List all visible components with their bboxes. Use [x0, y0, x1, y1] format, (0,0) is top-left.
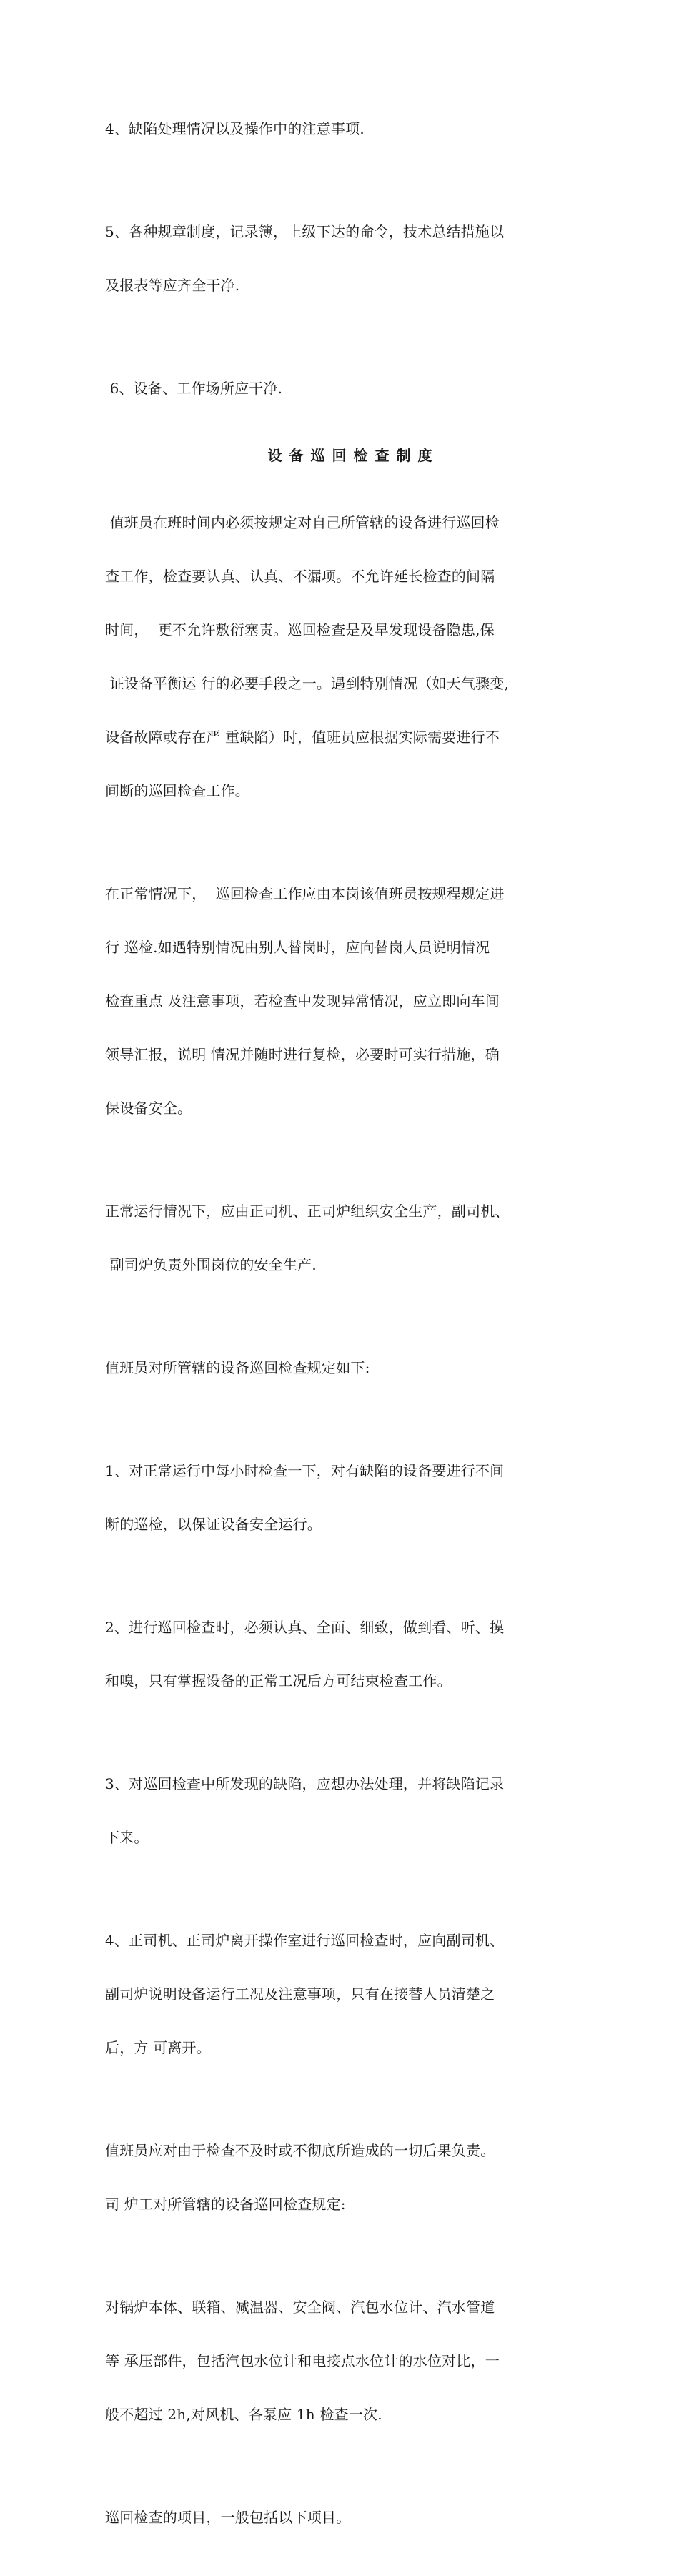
text-line: 副司炉说明设备运行工况及注意事项，只有在接替人员清楚之	[105, 1985, 495, 2003]
text-line: 值班员对所管辖的设备巡回检查规定如下:	[105, 1359, 370, 1376]
text-line: 设备故障或存在严 重缺陷）时，值班员应根据实际需要进行不	[105, 729, 500, 746]
text-line: 6、设备、工作场所应干净.	[105, 380, 283, 397]
text-line: 检查重点 及注意事项，若检查中发现异常情况，应立即向车间	[105, 992, 500, 1010]
text-line: 下来。	[105, 1829, 149, 1846]
paragraph-normal-conditions	[105, 849, 580, 1153]
section-heading: 设备巡回检查制度	[267, 447, 440, 464]
paragraph-rule-4	[105, 1896, 580, 2093]
text-line: 行 巡检.如遇特别情况由别人替岗时，应向替岗人员说明情况	[105, 939, 490, 956]
text-line: 及报表等应齐全干净.	[105, 277, 240, 294]
paragraph-inspection-items	[105, 2473, 580, 2562]
paragraph-rule-3	[105, 1739, 580, 1882]
paragraph-item-4	[105, 84, 580, 174]
text-line: 查工作，检查要认真、认真、不漏项。不允许延长检查的间隔	[105, 568, 495, 585]
paragraph-rule-1	[105, 1426, 580, 1569]
text-line: 4、缺陷处理情况以及操作中的注意事项.	[105, 120, 365, 137]
text-line: 间断的巡回检查工作。	[105, 782, 249, 799]
text-line: 4、正司机、正司炉离开操作室进行巡回检查时，应向副司机、	[105, 1932, 505, 1949]
text-line: 3、对巡回检查中所发现的缺陷，应想办法处理，并将缺陷记录	[105, 1775, 505, 1792]
text-line: 2、进行巡回检查时，必须认真、全面、细致，做到看、听、摸	[105, 1619, 505, 1636]
text-line: 在正常情况下， 巡回检查工作应由本岗该值班员按规程规定进	[105, 885, 505, 902]
paragraph-responsibility	[105, 2106, 580, 2249]
text-line: 后，方 可离开。	[105, 2039, 211, 2056]
text-line: 证设备平衡运 行的必要手段之一。遇到特别情况（如天气骤变,	[105, 675, 510, 692]
text-line: 领导汇报，说明 情况并随时进行复检，必要时可实行措施，确	[105, 1046, 500, 1063]
text-line: 值班员应对由于检查不及时或不彻底所造成的一切后果负责。	[105, 2142, 495, 2159]
text-line: 5、各种规章制度，记录簿，上级下达的命令，技术总结措施以	[105, 223, 505, 240]
document-page	[105, 84, 580, 2576]
paragraph-intro	[105, 478, 580, 836]
text-line: 和嗅，只有掌握设备的正常工况后方可结束检查工作。	[105, 1672, 452, 1689]
paragraph-item-5	[105, 187, 580, 330]
text-line: 断的巡检，以保证设备安全运行。	[105, 1516, 322, 1533]
text-line: 巡回检查的项目，一般包括以下项目。	[105, 2509, 351, 2526]
paragraph-rule-2	[105, 1583, 580, 1726]
text-line: 正常运行情况下，应由正司机、正司炉组织安全生产，副司机、	[105, 1203, 510, 1220]
paragraph-normal-operation	[105, 1167, 580, 1310]
paragraph-rules-intro	[105, 1323, 580, 1413]
paragraph-item-6	[105, 344, 580, 433]
text-line: 副司炉负责外围岗位的安全生产.	[105, 1256, 317, 1273]
text-line: 1、对正常运行中每小时检查一下，对有缺陷的设备要进行不间	[105, 1462, 505, 1479]
paragraph-boiler-checks	[105, 2263, 580, 2459]
text-line: 保设备安全。	[105, 1100, 192, 1117]
text-line: 对锅炉本体、联箱、减温器、安全阀、汽包水位计、汽水管道	[105, 2299, 495, 2316]
text-line: 值班员在班时间内必须按规定对自己所管辖的设备进行巡回检	[105, 514, 500, 531]
text-line: 司 炉工对所管辖的设备巡回检查规定:	[105, 2196, 346, 2213]
text-line: 等 承压部件，包括汽包水位计和电接点水位计的水位对比，一	[105, 2352, 500, 2369]
text-line: 时间， 更不允许敷衍塞责。巡回检查是及早发现设备隐患,保	[105, 621, 495, 638]
text-line: 般不超过 2h,对风机、各泵应 1h 检查一次.	[105, 2406, 382, 2423]
